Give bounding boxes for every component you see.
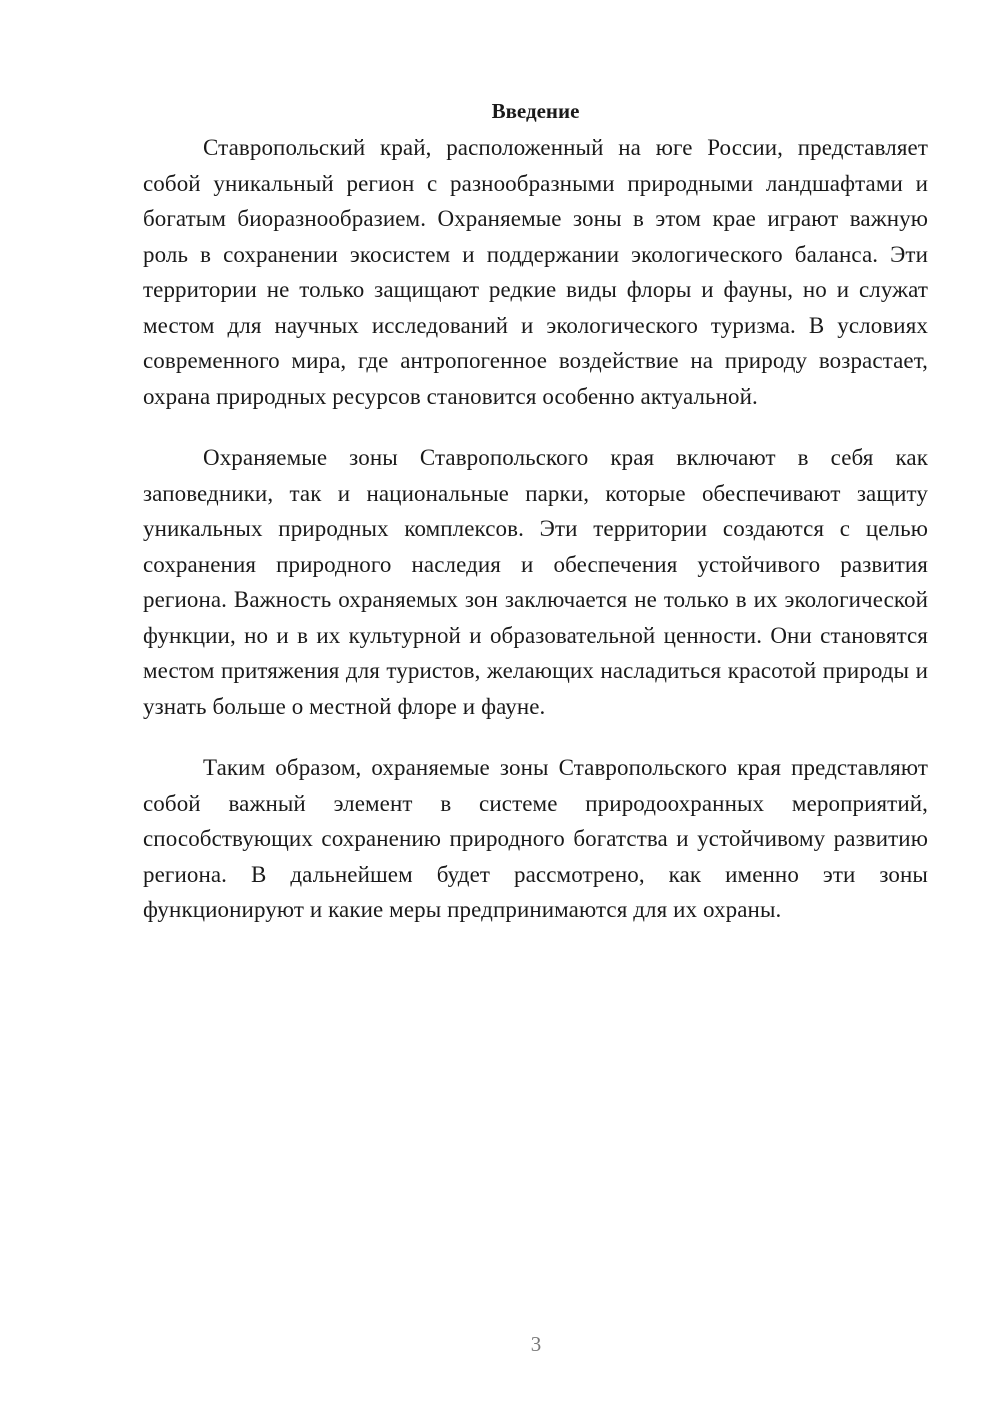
page-content (143, 96, 928, 954)
page-number: 3 (530, 1332, 542, 1356)
paragraph-3: Таким образом, охраняемые зоны Ставропольского края представляют собой важный элемент в системе природоохранных мероприятий, способствующих сохранению природного богатства и устойчивому развитию региона. В дальнейшем будет рассмотрено, как именно эти зоны функционируют и какие меры предпринимаются для их охраны. (143, 755, 928, 922)
paragraph-2: Охраняемые зоны Ставропольского края включают в себя как заповедники, так и национальные парки, которые обеспечивают защиту уникальных природных комплексов. Эти территории создаются с целью сохранения природного наследия и обеспечения устойчивого развития региона. Важность охраняемых зон заключается не только в их экологической функции, но и в их культурной и образовательной ценности. Они становятся местом притяжения для туристов, желающих насладиться красотой природы и узнать больше о местной флоре и фауне. (143, 445, 928, 719)
section-heading: Введение (491, 99, 580, 123)
paragraph-1: Ставропольский край, расположенный на юге России, представляет собой уникальный регион с разнообразными природными ландшафтами и богатым биоразнообразием. Охраняемые зоны в этом крае играют важную роль в сохранении экосистем и поддержании экологического баланса. Эти территории не только защищают редкие виды флоры и фауны, но и служат местом для научных исследований и экологического туризма. В условиях современного мира, где антропогенное воздействие на природу возрастает, охрана природных ресурсов становится особенно актуальной. (143, 135, 928, 409)
